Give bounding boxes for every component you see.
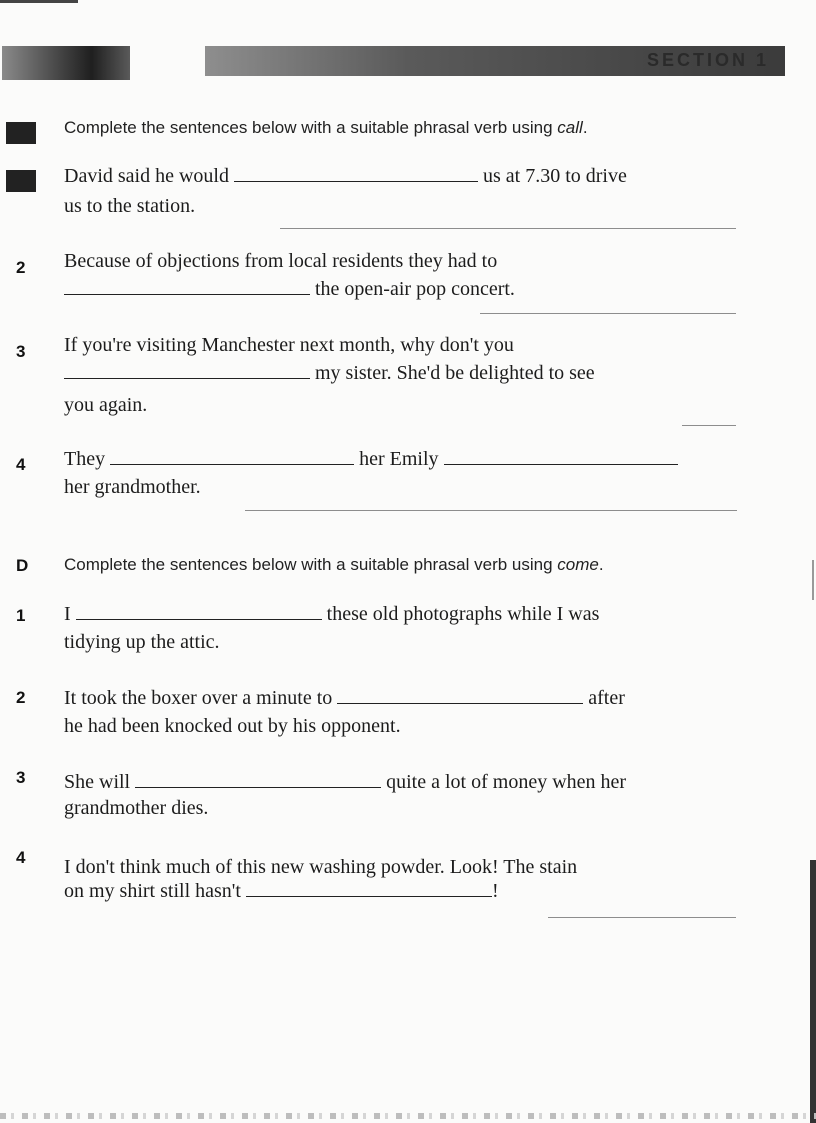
answer-blank[interactable] (110, 448, 354, 465)
item-c1-marker (6, 170, 36, 192)
answer-blank[interactable] (234, 165, 478, 182)
item-c2-number: 2 (16, 258, 26, 277)
item-d1-number: 1 (16, 606, 26, 625)
section-label: SECTION 1 (646, 50, 769, 70)
item-c2-line1: Because of objections from local residents they had to (64, 250, 498, 272)
item-c1-line2: us to the station. (64, 195, 196, 217)
divider (245, 510, 737, 511)
item-d3-line1: She will quite a lot of money when her (64, 771, 627, 793)
scan-edge-mark (812, 560, 814, 600)
item-c3-number: 3 (16, 342, 26, 361)
answer-blank[interactable] (444, 448, 678, 465)
divider (682, 425, 736, 426)
item-d4-number: 4 (16, 848, 26, 867)
divider (548, 917, 736, 918)
answer-blank[interactable] (76, 603, 322, 620)
section-c-marker (6, 122, 36, 144)
divider (280, 228, 736, 229)
item-c4-number: 4 (16, 455, 26, 474)
item-c3-line3: you again. (64, 394, 148, 416)
section-header-band (205, 46, 785, 76)
scan-edge-right (810, 860, 816, 1123)
item-d1-line1: I these old photographs while I was (64, 603, 600, 625)
item-c4-line2: her grandmother. (64, 476, 201, 498)
item-d3-line2: grandmother dies. (64, 797, 209, 819)
item-c3-line2: my sister. She'd be delighted to see (64, 362, 595, 385)
answer-blank[interactable] (246, 880, 492, 897)
answer-blank[interactable] (135, 771, 381, 788)
item-c2-line2: the open-air pop concert. (64, 278, 515, 301)
item-d4-line1: I don't think much of this new washing powder. Look! The stain (64, 856, 578, 878)
divider (480, 313, 736, 314)
item-c1-line1: David said he would us at 7.30 to drive (64, 165, 627, 187)
section-band-left (2, 46, 130, 80)
item-d3-number: 3 (16, 768, 26, 787)
scan-edge-line (0, 0, 78, 3)
section-d-instruction: Complete the sentences below with a suitable phrasal verb using come. (64, 555, 604, 574)
item-c3-line1: If you're visiting Manchester next month, why don't you (64, 334, 514, 356)
item-d2-number: 2 (16, 688, 26, 707)
section-d-letter: D (16, 556, 29, 575)
answer-blank[interactable] (337, 687, 583, 704)
item-c4-line1: They her Emily (64, 448, 678, 471)
scan-edge-bottom (0, 1113, 816, 1119)
item-d1-line2: tidying up the attic. (64, 631, 220, 653)
answer-blank[interactable] (64, 278, 310, 295)
item-d2-line1: It took the boxer over a minute to after (64, 687, 625, 709)
item-d4-line2: on my shirt still hasn't ! (64, 880, 499, 902)
answer-blank[interactable] (64, 362, 310, 379)
item-d2-line2: he had been knocked out by his opponent. (64, 715, 401, 737)
section-c-instruction: Complete the sentences below with a suitable phrasal verb using call. (64, 118, 588, 137)
